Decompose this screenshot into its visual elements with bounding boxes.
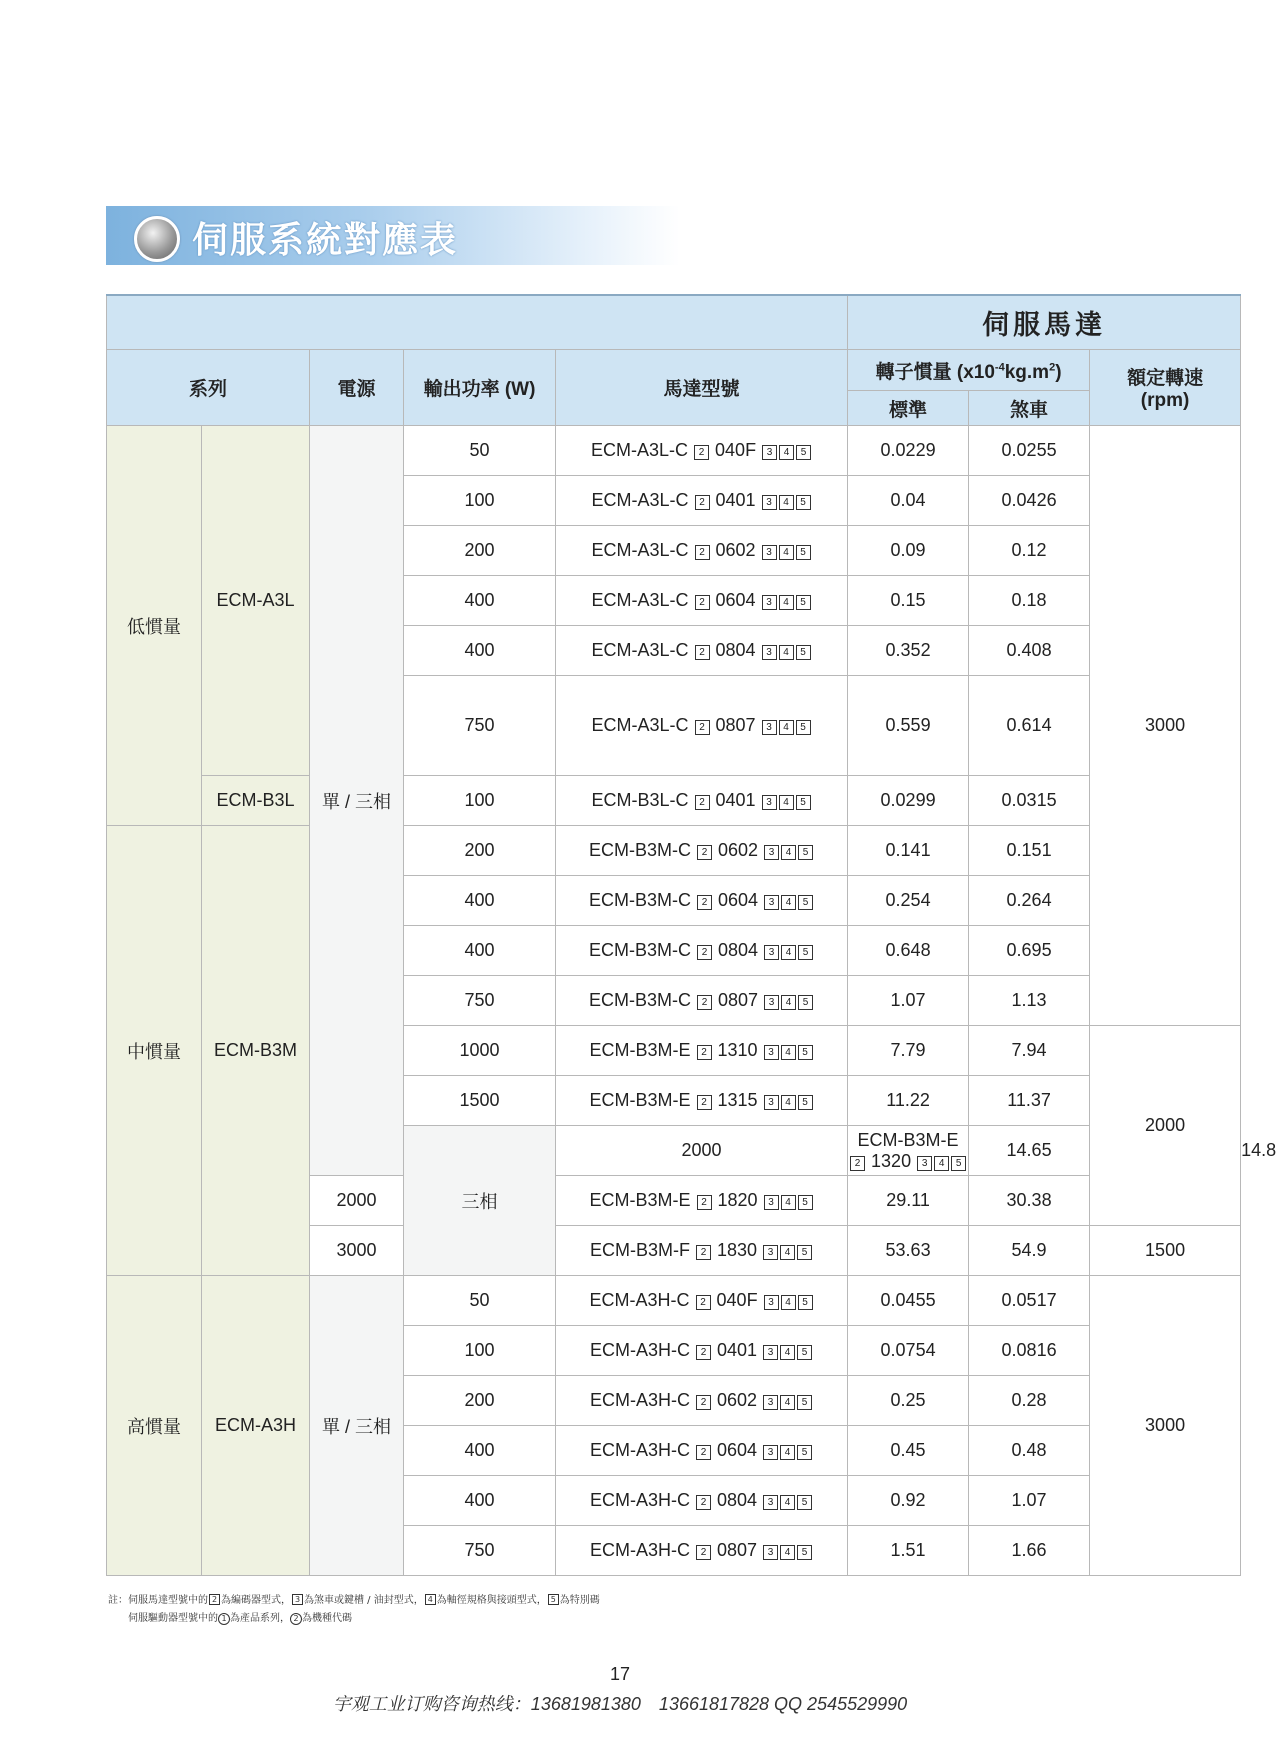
model-number: 1310 xyxy=(717,1040,758,1060)
inertia-suffix: ) xyxy=(1055,361,1062,383)
encoder-box-icon: 2 xyxy=(695,795,710,810)
inertia-brake: 0.614 xyxy=(969,676,1090,776)
output-watt: 750 xyxy=(404,676,556,776)
brake-box-icon: 3 xyxy=(763,1345,778,1360)
inertia-standard: 0.0299 xyxy=(848,776,969,826)
encoder-box-icon: 2 xyxy=(697,1195,712,1210)
model-prefix: ECM-A3H-C xyxy=(589,1390,690,1410)
encoder-box-icon: 2 xyxy=(697,895,712,910)
model-number: 040F xyxy=(715,440,757,460)
special-box-icon: 5 xyxy=(797,1345,812,1360)
output-watt: 2000 xyxy=(310,1176,404,1226)
header-brake: 煞車 xyxy=(969,391,1090,426)
special-box-icon: 5 xyxy=(798,895,813,910)
special-box-icon: 5 xyxy=(797,1495,812,1510)
encoder-box-icon: 2 xyxy=(695,720,710,735)
brake-box-icon: 3 xyxy=(764,1095,779,1110)
shaft-box-icon: 4 xyxy=(781,1045,796,1060)
encoder-box-icon: 2 xyxy=(694,445,709,460)
model-prefix: ECM-A3H-C xyxy=(589,1490,690,1510)
brake-box-icon: 3 xyxy=(762,595,777,610)
model-code xyxy=(556,1226,848,1276)
inertia-brake: 0.28 xyxy=(969,1376,1090,1426)
brake-box-icon: 3 xyxy=(764,895,779,910)
inertia-brake: 0.0255 xyxy=(969,426,1090,476)
inertia-brake: 0.0517 xyxy=(969,1276,1090,1326)
footnote-driver xyxy=(128,1609,352,1625)
shaft-box-icon: 4 xyxy=(779,595,794,610)
encoder-box-icon: 2 xyxy=(697,1095,712,1110)
model-number: 0804 xyxy=(718,940,759,960)
model-number: 0807 xyxy=(718,990,759,1010)
output-watt: 200 xyxy=(404,1376,556,1426)
footnote-text: 為煞車或鍵槽 / 油封型式， xyxy=(304,1595,424,1606)
output-watt: 750 xyxy=(404,976,556,1026)
inertia-brake: 11.37 xyxy=(969,1076,1090,1126)
inertia-brake: 0.408 xyxy=(969,626,1090,676)
inertia-exp: -4 xyxy=(994,361,1005,374)
encoder-box-icon: 2 xyxy=(697,845,712,860)
speed-unit: (rpm) xyxy=(1140,390,1190,411)
model-prefix: ECM-B3M-C xyxy=(588,990,691,1010)
inertia-standard: 0.648 xyxy=(848,926,969,976)
special-box-icon: 5 xyxy=(796,645,811,660)
model-code xyxy=(556,926,848,976)
shaft-box-icon: 4 xyxy=(781,1195,796,1210)
table-row: 三相 2000 ECM-B3M-E 2 1320 3 4 5 14.65 14.8 xyxy=(107,1126,1241,1176)
special-box-icon: 5 xyxy=(798,845,813,860)
model-code xyxy=(556,1526,848,1576)
table-row xyxy=(107,426,1241,476)
output-watt: 100 xyxy=(404,776,556,826)
inertia-standard: 0.0455 xyxy=(848,1276,969,1326)
power-single-three-phase: 單 / 三相 xyxy=(310,426,404,1176)
section-title-bar xyxy=(106,206,680,265)
shaft-box-icon: 4 xyxy=(779,495,794,510)
encoder-box-icon: 2 xyxy=(695,645,710,660)
model-prefix: ECM-A3L-C xyxy=(591,715,689,735)
special-box-icon: 5 xyxy=(797,1245,812,1260)
brake-box-icon: 3 xyxy=(763,1445,778,1460)
brake-box-icon: 3 xyxy=(764,1045,779,1060)
special-box-icon: 5 xyxy=(548,1594,559,1605)
inertia-brake: 0.18 xyxy=(969,576,1090,626)
model-code xyxy=(556,826,848,876)
encoder-box-icon: 2 xyxy=(209,1594,220,1605)
model-number: 040F xyxy=(716,1290,758,1310)
model-prefix: ECM-A3H-C xyxy=(589,1540,690,1560)
rated-speed-2000: 2000 xyxy=(1090,1026,1241,1226)
model-number: 0604 xyxy=(717,1440,758,1460)
inertia-brake: 0.695 xyxy=(969,926,1090,976)
inertia-brake: 0.12 xyxy=(969,526,1090,576)
model-code xyxy=(848,1126,969,1176)
special-box-icon: 5 xyxy=(798,945,813,960)
inertia-standard: 0.0754 xyxy=(848,1326,969,1376)
shaft-box-icon: 4 xyxy=(780,1445,795,1460)
special-box-icon: 5 xyxy=(796,445,811,460)
footnote-text: 為機種代碼 xyxy=(302,1613,352,1624)
page-number: 17 xyxy=(609,1664,631,1684)
special-box-icon: 5 xyxy=(796,595,811,610)
special-box-icon: 5 xyxy=(798,1095,813,1110)
shaft-box-icon: 4 xyxy=(781,995,796,1010)
output-watt: 400 xyxy=(404,1426,556,1476)
model-code xyxy=(556,776,848,826)
encoder-box-icon: 2 xyxy=(696,1495,711,1510)
inertia-standard: 14.65 xyxy=(969,1126,1090,1176)
brake-box-icon: 3 xyxy=(764,995,779,1010)
special-box-icon: 5 xyxy=(798,995,813,1010)
servo-spec-table xyxy=(106,294,1276,1576)
header-speed xyxy=(1090,350,1241,426)
model-prefix: ECM-A3H-C xyxy=(589,1340,690,1360)
inertia-sq: 2 xyxy=(1049,361,1056,374)
category-high-inertia: 高慣量 xyxy=(107,1276,202,1576)
brake-box-icon: 3 xyxy=(764,1295,779,1310)
inertia-brake: 30.38 xyxy=(969,1176,1090,1226)
category-mid-inertia: 中慣量 xyxy=(107,826,202,1276)
inertia-brake: 0.264 xyxy=(969,876,1090,926)
inertia-standard: 1.51 xyxy=(848,1526,969,1576)
model-number: 1315 xyxy=(717,1090,758,1110)
inertia-standard: 29.11 xyxy=(848,1176,969,1226)
output-watt: 200 xyxy=(404,826,556,876)
series-ecm-b3m: ECM-B3M xyxy=(202,826,310,1276)
encoder-box-icon: 2 xyxy=(696,1295,711,1310)
brake-box-icon: 3 xyxy=(764,945,779,960)
shaft-box-icon: 4 xyxy=(780,1245,795,1260)
inertia-brake: 1.13 xyxy=(969,976,1090,1026)
model-number: 0602 xyxy=(718,840,759,860)
model-prefix: ECM-B3M-E xyxy=(589,1190,691,1210)
output-watt: 1000 xyxy=(404,1026,556,1076)
inertia-brake: 0.151 xyxy=(969,826,1090,876)
table-row xyxy=(107,826,1241,876)
model-prefix: ECM-B3M-E xyxy=(857,1129,959,1150)
output-watt: 400 xyxy=(404,626,556,676)
shaft-box-icon: 4 xyxy=(781,895,796,910)
brake-box-icon: 3 xyxy=(763,1545,778,1560)
footnote-text: 為編碼器型式， xyxy=(221,1595,291,1606)
model-number: 0401 xyxy=(715,790,756,810)
encoder-box-icon: 2 xyxy=(695,595,710,610)
footnote-motor-lead: 註：伺服馬達型號中的 xyxy=(108,1595,208,1606)
inertia-standard: 7.79 xyxy=(848,1026,969,1076)
model-number: 0401 xyxy=(717,1340,758,1360)
brake-box-icon: 3 xyxy=(292,1594,303,1605)
shaft-box-icon: 4 xyxy=(780,1495,795,1510)
inertia-standard: 1.07 xyxy=(848,976,969,1026)
inertia-brake: 1.66 xyxy=(969,1526,1090,1576)
section-title: 伺服系統對應表 xyxy=(192,220,459,261)
inertia-standard: 0.25 xyxy=(848,1376,969,1426)
model-prefix: ECM-B3M-C xyxy=(588,890,691,910)
model-code xyxy=(556,1476,848,1526)
circled-one-icon: 1 xyxy=(218,1613,230,1625)
inertia-mid: kg.m xyxy=(1004,361,1050,383)
model-code xyxy=(556,476,848,526)
inertia-standard: 11.22 xyxy=(848,1076,969,1126)
brake-box-icon: 3 xyxy=(762,495,777,510)
brake-box-icon: 3 xyxy=(764,845,779,860)
order-hotline: 宇观工业订购咨询热线：13681981380 13661817828 QQ 2545529990 xyxy=(332,1694,908,1714)
encoder-box-icon: 2 xyxy=(696,1245,711,1260)
brake-box-icon: 3 xyxy=(763,1245,778,1260)
model-code xyxy=(556,576,848,626)
header-power: 電源 xyxy=(310,350,404,426)
encoder-box-icon: 2 xyxy=(696,1545,711,1560)
inertia-standard: 0.09 xyxy=(848,526,969,576)
inertia-standard: 0.559 xyxy=(848,676,969,776)
output-watt: 200 xyxy=(404,526,556,576)
header-output: 輸出功率 (W) xyxy=(404,350,556,426)
special-box-icon: 5 xyxy=(796,720,811,735)
brake-box-icon: 3 xyxy=(762,445,777,460)
series-ecm-a3h: ECM-A3H xyxy=(202,1276,310,1576)
shaft-box-icon: 4 xyxy=(780,1345,795,1360)
inertia-standard: 0.352 xyxy=(848,626,969,676)
header-standard: 標準 xyxy=(848,391,969,426)
shaft-box-icon: 4 xyxy=(781,1295,796,1310)
shaft-box-icon: 4 xyxy=(779,545,794,560)
inertia-standard: 0.15 xyxy=(848,576,969,626)
model-prefix: ECM-A3L-C xyxy=(590,440,688,460)
model-number: 0401 xyxy=(715,490,756,510)
brake-box-icon: 3 xyxy=(762,545,777,560)
inertia-brake: 7.94 xyxy=(969,1026,1090,1076)
shaft-box-icon: 4 xyxy=(779,645,794,660)
brake-box-icon: 3 xyxy=(763,1395,778,1410)
encoder-box-icon: 2 xyxy=(696,1395,711,1410)
shaft-box-icon: 4 xyxy=(779,795,794,810)
model-code xyxy=(556,1076,848,1126)
encoder-box-icon: 2 xyxy=(696,1445,711,1460)
footnote-text: 為產品系列， xyxy=(230,1613,290,1624)
model-code xyxy=(556,526,848,576)
special-box-icon: 5 xyxy=(798,1295,813,1310)
brake-box-icon: 3 xyxy=(763,1495,778,1510)
model-number: 1820 xyxy=(717,1190,758,1210)
model-code xyxy=(556,626,848,676)
model-code xyxy=(556,1326,848,1376)
header-series: 系列 xyxy=(107,350,310,426)
category-low-inertia: 低慣量 xyxy=(107,426,202,826)
brake-box-icon: 3 xyxy=(762,795,777,810)
footnote-text: 為軸徑規格與接頭型式， xyxy=(436,1595,547,1606)
inertia-brake: 1.07 xyxy=(969,1476,1090,1526)
model-number: 0807 xyxy=(717,1540,758,1560)
inertia-standard: 0.254 xyxy=(848,876,969,926)
output-watt: 400 xyxy=(404,926,556,976)
model-number: 0604 xyxy=(715,590,756,610)
model-prefix: ECM-A3H-C xyxy=(589,1440,690,1460)
model-code xyxy=(556,876,848,926)
inertia-standard: 0.45 xyxy=(848,1426,969,1476)
output-watt: 750 xyxy=(404,1526,556,1576)
encoder-box-icon: 2 xyxy=(697,945,712,960)
model-code xyxy=(556,1276,848,1326)
footnote-driver-lead: 伺服驅動器型號中的 xyxy=(128,1613,218,1624)
encoder-box-icon: 2 xyxy=(697,995,712,1010)
inertia-standard: 0.141 xyxy=(848,826,969,876)
model-prefix: ECM-A3L-C xyxy=(591,640,689,660)
model-prefix: ECM-A3H-C xyxy=(589,1290,690,1310)
brake-box-icon: 3 xyxy=(762,645,777,660)
model-prefix: ECM-A3L-C xyxy=(591,590,689,610)
output-watt: 50 xyxy=(404,1276,556,1326)
model-code xyxy=(556,1426,848,1476)
power-three-phase: 三相 xyxy=(404,1126,556,1276)
bullet-circle-icon xyxy=(134,216,180,262)
inertia-brake: 54.9 xyxy=(969,1226,1090,1276)
encoder-box-icon: 2 xyxy=(850,1156,865,1171)
model-code xyxy=(556,426,848,476)
circled-two-icon: 2 xyxy=(290,1613,302,1625)
rated-speed-1500: 1500 xyxy=(1090,1226,1241,1276)
model-prefix: ECM-B3M-E xyxy=(589,1090,691,1110)
model-prefix: ECM-A3L-C xyxy=(591,540,689,560)
model-code xyxy=(556,976,848,1026)
group-header-servo-motor: 伺服馬達 xyxy=(848,295,1241,350)
model-number: 0602 xyxy=(715,540,756,560)
inertia-standard: 0.92 xyxy=(848,1476,969,1526)
power-single-three-phase-high: 單 / 三相 xyxy=(310,1276,404,1576)
inertia-brake: 0.0315 xyxy=(969,776,1090,826)
table-row xyxy=(107,1276,1241,1326)
model-number: 0807 xyxy=(715,715,756,735)
footnote-motor xyxy=(108,1591,600,1606)
model-code xyxy=(556,676,848,776)
encoder-box-icon: 2 xyxy=(695,545,710,560)
special-box-icon: 5 xyxy=(951,1156,966,1171)
output-watt: 50 xyxy=(404,426,556,476)
special-box-icon: 5 xyxy=(796,545,811,560)
inertia-standard: 0.04 xyxy=(848,476,969,526)
output-watt: 400 xyxy=(404,876,556,926)
model-prefix: ECM-B3M-E xyxy=(589,1040,691,1060)
special-box-icon: 5 xyxy=(798,1195,813,1210)
special-box-icon: 5 xyxy=(797,1545,812,1560)
model-prefix: ECM-B3L-C xyxy=(591,790,689,810)
series-ecm-b3l: ECM-B3L xyxy=(202,776,310,826)
special-box-icon: 5 xyxy=(796,495,811,510)
model-number: 0604 xyxy=(718,890,759,910)
header-model: 馬達型號 xyxy=(556,350,848,426)
shaft-box-icon: 4 xyxy=(781,945,796,960)
header-blank xyxy=(107,295,848,350)
shaft-box-icon: 4 xyxy=(780,1545,795,1560)
model-prefix: ECM-B3M-C xyxy=(588,840,691,860)
output-watt: 3000 xyxy=(310,1226,404,1276)
output-watt: 1500 xyxy=(404,1076,556,1126)
inertia-brake: 0.48 xyxy=(969,1426,1090,1476)
shaft-box-icon: 4 xyxy=(934,1156,949,1171)
rated-speed-3000: 3000 xyxy=(1090,426,1241,1026)
header-inertia xyxy=(848,350,1090,391)
encoder-box-icon: 2 xyxy=(695,495,710,510)
model-code xyxy=(556,1376,848,1426)
shaft-box-icon: 4 xyxy=(781,845,796,860)
inertia-prefix: 轉子慣量 (x10 xyxy=(875,361,995,383)
shaft-box-icon: 4 xyxy=(779,445,794,460)
shaft-box-icon: 4 xyxy=(425,1594,436,1605)
special-box-icon: 5 xyxy=(798,1045,813,1060)
model-number: 1320 xyxy=(871,1150,912,1171)
model-number: 1830 xyxy=(717,1240,758,1260)
inertia-brake: 0.0816 xyxy=(969,1326,1090,1376)
model-code xyxy=(556,1176,848,1226)
special-box-icon: 5 xyxy=(796,795,811,810)
encoder-box-icon: 2 xyxy=(697,1045,712,1060)
model-number: 0602 xyxy=(717,1390,758,1410)
model-code xyxy=(556,1026,848,1076)
rated-speed-3000-high: 3000 xyxy=(1090,1276,1241,1576)
speed-label: 額定轉速 xyxy=(1127,368,1204,389)
output-watt: 400 xyxy=(404,1476,556,1526)
shaft-box-icon: 4 xyxy=(780,1395,795,1410)
inertia-standard: 0.0229 xyxy=(848,426,969,476)
model-number: 0804 xyxy=(715,640,756,660)
table-row xyxy=(107,776,1241,826)
inertia-brake: 0.0426 xyxy=(969,476,1090,526)
special-box-icon: 5 xyxy=(797,1395,812,1410)
brake-box-icon: 3 xyxy=(764,1195,779,1210)
shaft-box-icon: 4 xyxy=(779,720,794,735)
output-watt: 100 xyxy=(404,1326,556,1376)
encoder-box-icon: 2 xyxy=(696,1345,711,1360)
special-box-icon: 5 xyxy=(797,1445,812,1460)
brake-box-icon: 3 xyxy=(917,1156,932,1171)
shaft-box-icon: 4 xyxy=(781,1095,796,1110)
series-ecm-a3l: ECM-A3L xyxy=(202,426,310,776)
output-watt: 100 xyxy=(404,476,556,526)
model-number: 0804 xyxy=(717,1490,758,1510)
brake-box-icon: 3 xyxy=(762,720,777,735)
output-watt: 400 xyxy=(404,576,556,626)
model-prefix: ECM-A3L-C xyxy=(591,490,689,510)
footnote-text: 為特別碼 xyxy=(559,1595,600,1606)
model-prefix: ECM-B3M-F xyxy=(589,1240,690,1260)
model-prefix: ECM-B3M-C xyxy=(588,940,691,960)
inertia-standard: 53.63 xyxy=(848,1226,969,1276)
output-watt: 2000 xyxy=(556,1126,848,1176)
